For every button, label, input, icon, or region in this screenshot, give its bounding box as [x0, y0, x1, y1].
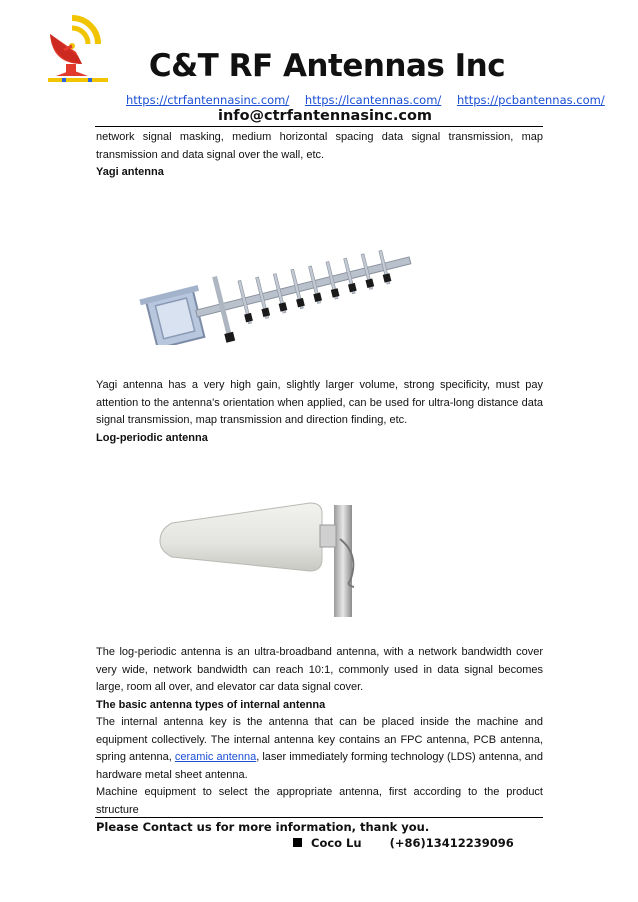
section-heading-yagi: Yagi antenna: [96, 166, 164, 178]
footer-rule: [95, 817, 543, 818]
paragraph: Machine equipment to select the appropriate antenna, first according to the product structure: [96, 786, 543, 816]
header-email: info@ctrfantennasinc.com: [217, 108, 433, 124]
link-ctrfantennasinc[interactable]: https://ctrfantennasinc.com/: [126, 93, 290, 107]
paragraph: network signal masking, medium horizontal spacing data signal transmission, map transmission and data signal over the wall, etc.: [96, 131, 543, 161]
content-bottom: [96, 644, 543, 819]
company-name: C&T RF Antennas Inc: [148, 48, 506, 84]
bullet-square-icon: [293, 838, 302, 847]
contact-phone: (+86)13412239096: [389, 836, 514, 850]
yagi-antenna-image: [130, 210, 420, 349]
ceramic-antenna-link[interactable]: ceramic antenna: [174, 751, 257, 763]
link-lcantennas[interactable]: https://lcantennas.com/: [304, 93, 442, 107]
header-links: [126, 93, 617, 107]
section-heading-internal: The basic antenna types of internal antenna: [96, 698, 326, 711]
paragraph-internal: The internal antenna key is the antenna that can be placed inside the machine and equipment collectively. The internal antenna key contains an FPC antenna, PCB antenna, spring antenna, ceramic antenna, laser immediately forming technology (LDS) antenna, and hardware metal sheet antenna.: [96, 716, 544, 781]
content-top: [96, 129, 543, 182]
link-pcbantennas[interactable]: https://pcbantennas.com/: [456, 93, 605, 107]
paragraph: The log-periodic antenna is an ultra-broadband antenna, with a network bandwidth cover very wide, network bandwidth can reach 10:1, commonly used in data signal becomes large, room all over, and elevator car data signal cover.: [96, 646, 543, 693]
content-yagi: [96, 377, 543, 447]
header-rule: [95, 126, 543, 127]
log-periodic-antenna-image: [150, 495, 390, 624]
section-heading-log-periodic: Log-periodic antenna: [96, 431, 208, 444]
contact-name: Coco Lu: [311, 836, 362, 850]
footer-contact-text: Please Contact us for more information, thank you.: [96, 820, 430, 834]
footer-contact-person: [293, 836, 514, 850]
paragraph: Yagi antenna has a very high gain, slightly larger volume, strong specificity, must pay attention to the antenna's orientation when applied, can be used for ultra-long distance data signal transmission, map transmission and direction finding, etc.: [96, 379, 543, 426]
